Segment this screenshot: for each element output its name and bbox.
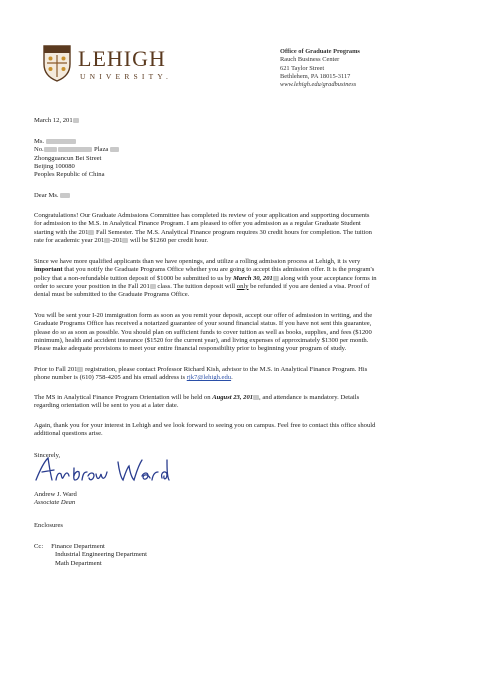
signer-name: Andrew J. Ward: [34, 491, 77, 498]
redaction: [46, 139, 76, 144]
recipient-name-line: Ms.: [34, 138, 446, 146]
paragraph-orientation: The MS in Analytical Finance Program Orientation will be held on August 23, 201 , and attendance is mandatory. Details regarding orientation will be sent to you at a later date.: [34, 394, 360, 410]
address-line: 621 Taylor Street: [280, 64, 325, 72]
greeting: Dear Ms.: [34, 192, 446, 200]
letter-date: March 12, 201: [34, 117, 446, 125]
paragraph-advisor: Prior to Fall 201 registration, please contact Professor Richard Kish, advisor to the M.S. in Analytical Finance Program. His phone number is (610) 758-4205 and his email address is rjk7@lehigh.edu.: [34, 366, 368, 382]
cc-item: Industrial Engineering Department: [55, 551, 147, 559]
redaction: [44, 147, 57, 152]
redaction: [60, 193, 70, 198]
advisor-email-link[interactable]: rjk7@lehigh.edu: [186, 374, 232, 382]
logo-wordmark: LEHIGH: [78, 46, 166, 71]
closing: Sincerely,: [34, 452, 61, 459]
redaction: [73, 118, 79, 123]
redaction: [110, 147, 119, 152]
logo-subtitle: UNIVERSITY.: [80, 72, 173, 81]
handwritten-signature: [30, 452, 190, 488]
recipient-line: Peoples Republic of China: [34, 171, 105, 179]
university-shield-icon: [42, 44, 72, 82]
paragraph-closing-thanks: Again, thank you for your interest in Lehigh and we look forward to seeing you on campus. Feel free to contact this office should additional questions arise.: [34, 422, 376, 438]
paragraph-deposit: Since we have more qualified applicants than we have openings, and utilize a rolling admission process at Lehigh, it is very important that you notify the Graduate Programs Office whether you are going to accept this admission offer. It is the program's policy that a non-refundable tuition deposit of $1000 be submitted to us by March 30, 201 along with your acceptance forms in order to secure your position in the Fall 201 class. The tuition deposit will only be refunded if you are denied a visa. Proof of denial must be submitted to the Graduate Programs Office.: [34, 258, 377, 299]
recipient-street-line: No. Plaza: [34, 146, 446, 154]
signer-title: Associate Dean: [34, 499, 76, 507]
redaction: [58, 147, 92, 152]
cc-block: [34, 543, 446, 568]
address-line: Rauch Business Center: [280, 56, 340, 64]
recipient-line: Beijing 100080: [34, 162, 75, 170]
office-website: www.lehigh.edu/gradbusiness: [280, 81, 357, 89]
paragraph-i20-financial: You will be sent your I-20 immigration form as soon as you remit your deposit, accept our offer of admission in writing, and the Graduate Programs Office has received a notarized guarantee of your sound financial status. If you have not sent this guarantee, please do so as soon as possible. You should plan on sufficient funds to cover tuition as well as books, supplies, and fees ($1200 minimum), health and accident insurance ($1520 for the current year), and living expenses of approximately $1300 per month. Please make adequate provisions to meet your entire financial responsibility prior to beginning your program of study.: [34, 312, 373, 353]
enclosures-note: Enclosures: [34, 522, 63, 529]
cc-label: Cc:: [34, 543, 44, 550]
office-address-block: [280, 48, 360, 89]
cc-item: Math Department: [55, 559, 102, 567]
signer-block: [34, 491, 446, 508]
recipient-line: Zhongguancun Bei Street: [34, 154, 102, 162]
office-title: Office of Graduate Programs: [280, 48, 360, 55]
lehigh-logo: [42, 44, 242, 90]
cc-item: Finance Department: [51, 543, 105, 550]
paragraph-admission-offer: Congratulations! Our Graduate Admissions Committee has completed its review of your application and supporting documents for admission to the M.S. in Analytical Finance Program. I am pleased to offer you admission as a regular Graduate Student starting with the 201 Fall Semester. The M.S. Analytical Finance program requires 30 credit hours for completion. The tuition rate for academic year 201 -201 will be $1260 per credit hour.: [34, 212, 372, 244]
address-line: Bethlehem, PA 18015-3117: [280, 72, 351, 80]
recipient-address: [34, 138, 446, 179]
